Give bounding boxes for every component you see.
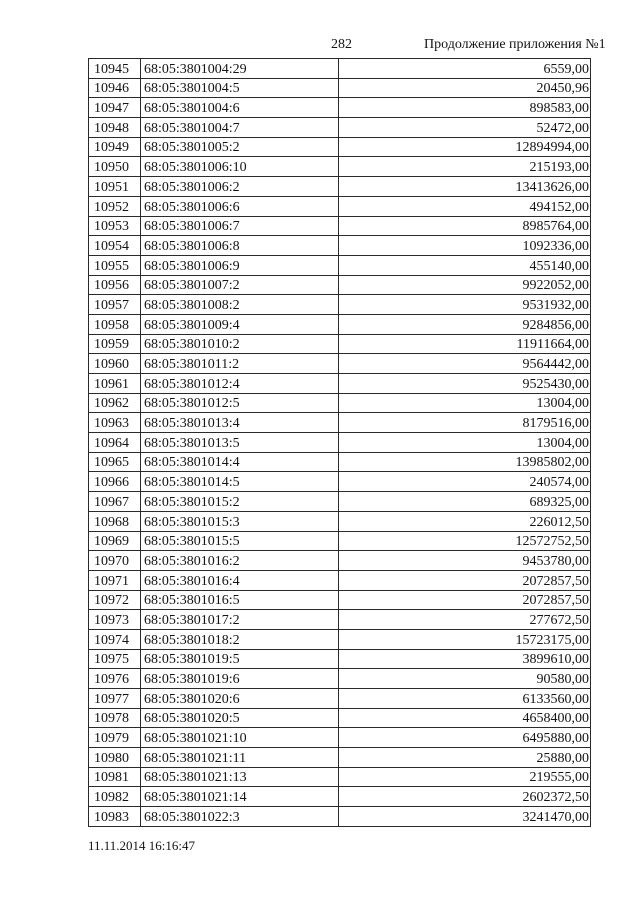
cadastral-number-cell: 68:05:3801009:4	[141, 314, 339, 334]
row-number-cell: 10976	[89, 669, 141, 689]
row-number-cell: 10979	[89, 728, 141, 748]
table-row	[89, 216, 591, 236]
cadastral-number-cell: 68:05:3801013:4	[141, 413, 339, 433]
cadastral-number-cell: 68:05:3801020:5	[141, 708, 339, 728]
value-cell: 3241470,00	[339, 807, 591, 827]
table-row	[89, 98, 591, 118]
value-cell: 25880,00	[339, 748, 591, 768]
cadastral-number-cell: 68:05:3801006:2	[141, 177, 339, 197]
cadastral-number-cell: 68:05:3801007:2	[141, 275, 339, 295]
cadastral-number-cell: 68:05:3801021:13	[141, 767, 339, 787]
table-row	[89, 472, 591, 492]
value-cell: 8985764,00	[339, 216, 591, 236]
row-number-cell: 10970	[89, 551, 141, 571]
table-row	[89, 177, 591, 197]
row-number-cell: 10961	[89, 374, 141, 394]
table-row	[89, 374, 591, 394]
cadastral-number-cell: 68:05:3801005:2	[141, 137, 339, 157]
row-number-cell: 10954	[89, 236, 141, 256]
cadastral-number-cell: 68:05:3801006:7	[141, 216, 339, 236]
value-cell: 689325,00	[339, 492, 591, 512]
cadastral-number-cell: 68:05:3801006:9	[141, 255, 339, 275]
cadastral-number-cell: 68:05:3801019:6	[141, 669, 339, 689]
cadastral-number-cell: 68:05:3801006:8	[141, 236, 339, 256]
row-number-cell: 10965	[89, 452, 141, 472]
value-cell: 2072857,50	[339, 570, 591, 590]
row-number-cell: 10964	[89, 433, 141, 453]
cadastral-number-cell: 68:05:3801004:29	[141, 59, 339, 79]
value-cell: 215193,00	[339, 157, 591, 177]
row-number-cell: 10952	[89, 196, 141, 216]
value-cell: 8179516,00	[339, 413, 591, 433]
value-cell: 20450,96	[339, 78, 591, 98]
table-row	[89, 748, 591, 768]
table-row	[89, 59, 591, 79]
cadastral-number-cell: 68:05:3801017:2	[141, 610, 339, 630]
value-cell: 9922052,00	[339, 275, 591, 295]
value-cell: 3899610,00	[339, 649, 591, 669]
cadastral-number-cell: 68:05:3801013:5	[141, 433, 339, 453]
table-row	[89, 689, 591, 709]
cadastral-number-cell: 68:05:3801014:4	[141, 452, 339, 472]
table-row	[89, 433, 591, 453]
row-number-cell: 10980	[89, 748, 141, 768]
cadastral-number-cell: 68:05:3801010:2	[141, 334, 339, 354]
cadastral-number-cell: 68:05:3801021:10	[141, 728, 339, 748]
value-cell: 52472,00	[339, 118, 591, 138]
row-number-cell: 10953	[89, 216, 141, 236]
value-cell: 13985802,00	[339, 452, 591, 472]
table-row	[89, 669, 591, 689]
row-number-cell: 10950	[89, 157, 141, 177]
cadastral-number-cell: 68:05:3801006:6	[141, 196, 339, 216]
value-cell: 6495880,00	[339, 728, 591, 748]
table-row	[89, 649, 591, 669]
row-number-cell: 10972	[89, 590, 141, 610]
table-row	[89, 196, 591, 216]
cadastral-number-cell: 68:05:3801004:7	[141, 118, 339, 138]
row-number-cell: 10967	[89, 492, 141, 512]
cadastral-number-cell: 68:05:3801008:2	[141, 295, 339, 315]
value-cell: 898583,00	[339, 98, 591, 118]
value-cell: 13004,00	[339, 433, 591, 453]
table-row	[89, 629, 591, 649]
value-cell: 2602372,50	[339, 787, 591, 807]
row-number-cell: 10951	[89, 177, 141, 197]
value-cell: 219555,00	[339, 767, 591, 787]
value-cell: 90580,00	[339, 669, 591, 689]
cadastral-number-cell: 68:05:3801012:4	[141, 374, 339, 394]
value-cell: 455140,00	[339, 255, 591, 275]
cadastral-number-cell: 68:05:3801018:2	[141, 629, 339, 649]
cadastral-number-cell: 68:05:3801021:14	[141, 787, 339, 807]
row-number-cell: 10958	[89, 314, 141, 334]
row-number-cell: 10946	[89, 78, 141, 98]
value-cell: 1092336,00	[339, 236, 591, 256]
value-cell: 12894994,00	[339, 137, 591, 157]
cadastral-number-cell: 68:05:3801015:5	[141, 531, 339, 551]
cadastral-values-table	[88, 58, 591, 827]
table-row	[89, 551, 591, 571]
cadastral-number-cell: 68:05:3801020:6	[141, 689, 339, 709]
table-row	[89, 728, 591, 748]
cadastral-number-cell: 68:05:3801006:10	[141, 157, 339, 177]
row-number-cell: 10966	[89, 472, 141, 492]
value-cell: 494152,00	[339, 196, 591, 216]
row-number-cell: 10975	[89, 649, 141, 669]
table-row	[89, 275, 591, 295]
table-row	[89, 590, 591, 610]
row-number-cell: 10973	[89, 610, 141, 630]
value-cell: 13004,00	[339, 393, 591, 413]
row-number-cell: 10963	[89, 413, 141, 433]
value-cell: 240574,00	[339, 472, 591, 492]
page-number: 282	[331, 37, 352, 52]
table-row	[89, 570, 591, 590]
cadastral-number-cell: 68:05:3801004:6	[141, 98, 339, 118]
table-row	[89, 295, 591, 315]
table-row	[89, 787, 591, 807]
table-row	[89, 807, 591, 827]
cadastral-number-cell: 68:05:3801004:5	[141, 78, 339, 98]
value-cell: 6559,00	[339, 59, 591, 79]
table-row	[89, 767, 591, 787]
row-number-cell: 10971	[89, 570, 141, 590]
cadastral-number-cell: 68:05:3801014:5	[141, 472, 339, 492]
row-number-cell: 10974	[89, 629, 141, 649]
table-row	[89, 236, 591, 256]
table-row	[89, 118, 591, 138]
row-number-cell: 10959	[89, 334, 141, 354]
value-cell: 9453780,00	[339, 551, 591, 571]
value-cell: 13413626,00	[339, 177, 591, 197]
table-row	[89, 531, 591, 551]
value-cell: 9284856,00	[339, 314, 591, 334]
table-row	[89, 413, 591, 433]
cadastral-number-cell: 68:05:3801011:2	[141, 354, 339, 374]
row-number-cell: 10960	[89, 354, 141, 374]
value-cell: 2072857,50	[339, 590, 591, 610]
value-cell: 15723175,00	[339, 629, 591, 649]
value-cell: 277672,50	[339, 610, 591, 630]
table-body	[89, 59, 591, 827]
table-row	[89, 393, 591, 413]
table-row	[89, 157, 591, 177]
table-row	[89, 492, 591, 512]
table-row	[89, 334, 591, 354]
row-number-cell: 10949	[89, 137, 141, 157]
cadastral-number-cell: 68:05:3801021:11	[141, 748, 339, 768]
row-number-cell: 10977	[89, 689, 141, 709]
print-timestamp: 11.11.2014 16:16:47	[88, 838, 196, 853]
table-row	[89, 708, 591, 728]
row-number-cell: 10955	[89, 255, 141, 275]
table-row	[89, 314, 591, 334]
value-cell: 4658400,00	[339, 708, 591, 728]
row-number-cell: 10947	[89, 98, 141, 118]
table-row	[89, 452, 591, 472]
table-row	[89, 255, 591, 275]
row-number-cell: 10957	[89, 295, 141, 315]
appendix-continuation-note: Продолжение приложения №1	[424, 37, 606, 52]
row-number-cell: 10969	[89, 531, 141, 551]
cadastral-number-cell: 68:05:3801016:4	[141, 570, 339, 590]
row-number-cell: 10956	[89, 275, 141, 295]
value-cell: 9564442,00	[339, 354, 591, 374]
row-number-cell: 10981	[89, 767, 141, 787]
row-number-cell: 10983	[89, 807, 141, 827]
value-cell: 12572752,50	[339, 531, 591, 551]
value-cell: 6133560,00	[339, 689, 591, 709]
row-number-cell: 10962	[89, 393, 141, 413]
value-cell: 9525430,00	[339, 374, 591, 394]
cadastral-number-cell: 68:05:3801016:2	[141, 551, 339, 571]
row-number-cell: 10948	[89, 118, 141, 138]
cadastral-number-cell: 68:05:3801016:5	[141, 590, 339, 610]
table-row	[89, 78, 591, 98]
cadastral-number-cell: 68:05:3801015:3	[141, 511, 339, 531]
table-row	[89, 354, 591, 374]
value-cell: 11911664,00	[339, 334, 591, 354]
cadastral-number-cell: 68:05:3801022:3	[141, 807, 339, 827]
row-number-cell: 10945	[89, 59, 141, 79]
table-row	[89, 511, 591, 531]
value-cell: 226012,50	[339, 511, 591, 531]
row-number-cell: 10982	[89, 787, 141, 807]
value-cell: 9531932,00	[339, 295, 591, 315]
cadastral-number-cell: 68:05:3801019:5	[141, 649, 339, 669]
row-number-cell: 10968	[89, 511, 141, 531]
cadastral-number-cell: 68:05:3801012:5	[141, 393, 339, 413]
row-number-cell: 10978	[89, 708, 141, 728]
table-row	[89, 610, 591, 630]
cadastral-number-cell: 68:05:3801015:2	[141, 492, 339, 512]
table-row	[89, 137, 591, 157]
